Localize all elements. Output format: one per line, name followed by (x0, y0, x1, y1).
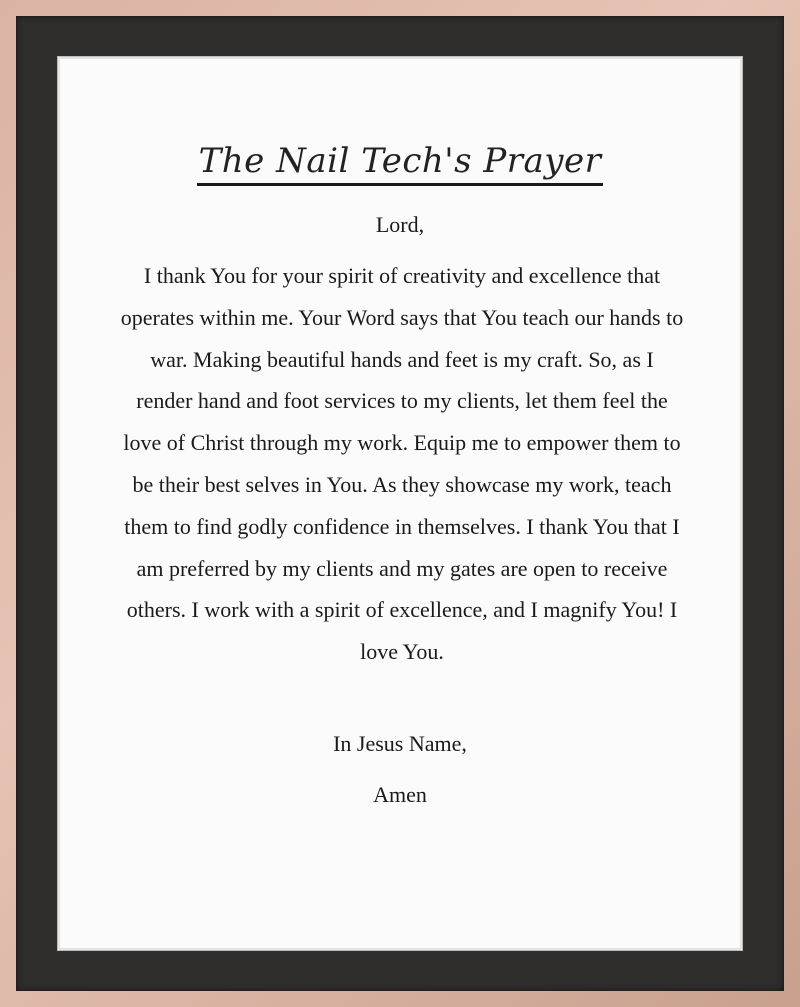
prayer-title: The Nail Tech's Prayer (197, 141, 604, 186)
title-container (60, 141, 740, 186)
closing-line: In Jesus Name, (333, 731, 467, 756)
salutation: Lord, (375, 212, 425, 237)
prayer-body: I thank You for your spirit of creativity and excellence that operates within me. Your Word says that You teach our hands to war. Making beautiful hands and feet is my craft. So, as I render hand and foot services to my clients, let them feel the love of Christ through my work. Equip me to empower them to be their best selves in You. As they showcase my work, teach them to find godly confidence in themselves. I thank You that I am preferred by my clients and my gates are open to receive others. I work with a spirit of excellence, and I magnify You! I love You. (120, 263, 684, 665)
signoff-amen: Amen (373, 782, 427, 807)
prayer-paper (58, 57, 742, 950)
